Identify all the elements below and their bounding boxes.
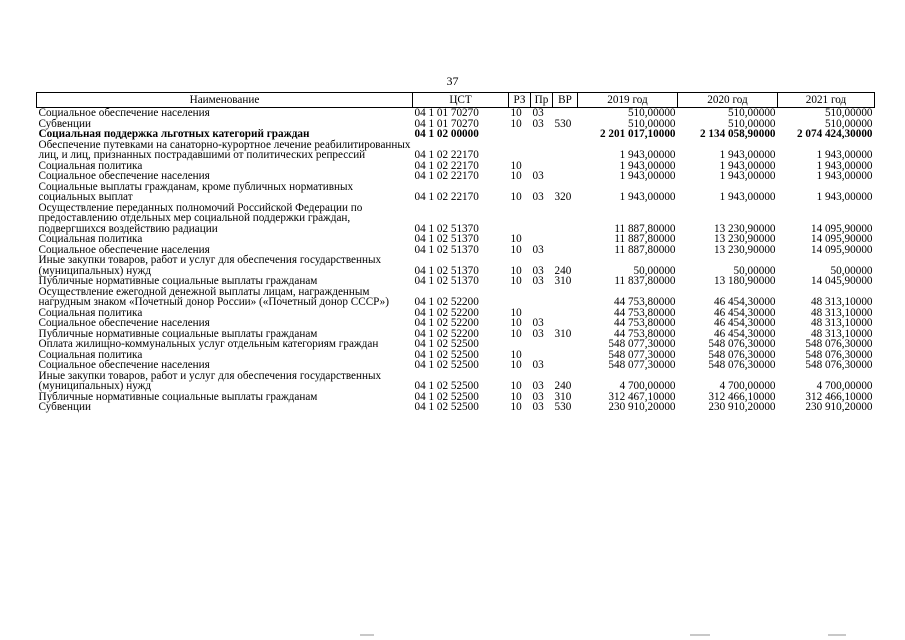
cell-pr: 03 — [532, 243, 544, 256]
cell-2020: 50,00000 — [733, 264, 776, 277]
cell-vr: 320 — [554, 191, 572, 203]
cell-2021: 548 076,30000 — [805, 338, 873, 350]
cell-name: Социальная политика — [38, 233, 143, 245]
cell-name: Публичные нормативные социальные выплаты гражданам — [38, 390, 318, 403]
cell-2021: 230 910,20000 — [805, 401, 873, 413]
cell-2021: 14 095,90000 — [810, 222, 873, 235]
cell-2019: 1 943,00000 — [619, 159, 676, 172]
cell-pr — [531, 339, 553, 350]
budget-table — [36, 92, 875, 413]
cell-rz: 10 — [510, 327, 522, 340]
cell-2020: 46 454,30000 — [713, 327, 776, 340]
header-pr: Пр — [531, 93, 553, 108]
cell-2021: 2 074 424,30000 — [796, 128, 873, 140]
header-cst: ЦСТ — [413, 93, 509, 108]
cell-rz — [509, 287, 531, 308]
cell-cst: 04 1 02 52200 — [414, 296, 479, 308]
cell-rz: 10 — [510, 380, 522, 392]
cell-2021: 48 313,10000 — [810, 317, 873, 329]
cell-cst: 04 1 02 00000 — [414, 128, 479, 140]
cell-pr — [531, 234, 553, 245]
table-row — [37, 140, 875, 161]
cell-name: Социальное обеспечение населения — [38, 243, 210, 256]
cell-rz: 10 — [510, 401, 522, 413]
cell-cst: 04 1 02 52200 — [414, 306, 479, 319]
cell-vr — [553, 108, 578, 119]
cell-2019: 44 753,80000 — [613, 327, 676, 340]
cell-rz — [509, 140, 531, 161]
cell-2019: 44 753,80000 — [613, 296, 676, 308]
cell-2021: 510,00000 — [824, 117, 873, 130]
cell-vr — [553, 140, 578, 161]
cell-name: Осуществление переданных полномочий Российской Федерации по предоставлению отдельных мер социальной поддержки граждан, подвергшихся воздействию радиации — [38, 201, 363, 235]
header-2021: 2021 год — [778, 93, 875, 108]
table-row — [37, 371, 875, 392]
table-row — [37, 234, 875, 245]
cell-2020: 230 910,20000 — [708, 401, 776, 413]
cell-name: Социальная политика — [38, 159, 143, 172]
table-row — [37, 339, 875, 350]
cell-name: Социальное обеспечение населения — [38, 317, 210, 329]
cell-vr — [553, 308, 578, 319]
cell-pr — [531, 140, 553, 161]
cell-2019: 1 943,00000 — [619, 149, 676, 161]
cell-2020: 510,00000 — [727, 107, 776, 119]
cell-vr — [553, 287, 578, 308]
table-row — [37, 129, 875, 140]
cell-2020: 1 943,00000 — [719, 159, 776, 172]
cell-2021: 312 466,10000 — [805, 390, 873, 403]
cell-2021: 548 076,30000 — [805, 348, 873, 361]
table-row — [37, 318, 875, 329]
cell-2019: 4 700,00000 — [619, 380, 676, 392]
page-number: 37 — [446, 74, 459, 88]
cell-2021: 1 943,00000 — [816, 191, 873, 203]
cell-name: Социальная политика — [38, 348, 143, 361]
cell-pr: 03 — [532, 390, 544, 403]
cell-rz: 10 — [510, 317, 522, 329]
cell-vr — [553, 318, 578, 329]
cell-vr — [553, 245, 578, 256]
cell-2019: 1 943,00000 — [619, 191, 676, 203]
cell-2021: 48 313,10000 — [810, 296, 873, 308]
cell-vr: 310 — [554, 275, 572, 287]
cell-rz: 10 — [510, 243, 522, 256]
cell-vr: 240 — [554, 380, 572, 392]
cell-2020: 46 454,30000 — [713, 296, 776, 308]
cell-name: Публичные нормативные социальные выплаты гражданам — [38, 327, 318, 340]
cell-pr: 03 — [532, 327, 544, 340]
cell-2019: 510,00000 — [627, 107, 676, 119]
cell-2021: 1 943,00000 — [816, 170, 873, 182]
cell-2020: 13 230,90000 — [713, 222, 776, 235]
cell-2020: 2 134 058,90000 — [699, 128, 776, 140]
cell-pr: 03 — [532, 275, 544, 287]
cell-vr — [553, 161, 578, 172]
cell-cst: 04 1 02 52500 — [414, 348, 479, 361]
cell-name: Осуществление ежегодной денежной выплаты лицам, награжденным нагрудным знаком «Почетный донор России» («Почетный донор СССР») — [38, 285, 389, 308]
cell-2019: 312 467,10000 — [608, 390, 676, 403]
cell-cst: 04 1 02 22170 — [414, 170, 479, 182]
cell-rz: 10 — [510, 359, 522, 371]
cell-rz: 10 — [510, 107, 522, 119]
cell-pr: 03 — [532, 170, 544, 182]
cell-2021: 48 313,10000 — [810, 327, 873, 340]
cell-rz — [509, 339, 531, 350]
cell-cst: 04 1 01 70270 — [414, 117, 479, 130]
cell-cst: 04 1 02 52200 — [414, 317, 479, 329]
cell-vr: 530 — [554, 117, 572, 130]
cell-vr — [553, 129, 578, 140]
header-rz: РЗ — [509, 93, 531, 108]
cell-vr: 530 — [554, 401, 572, 413]
header-name: Наименование — [37, 93, 413, 108]
cell-name: Субвенции — [38, 117, 91, 130]
cell-2019: 2 201 017,10000 — [599, 128, 676, 140]
cell-name: Субвенции — [38, 401, 91, 413]
cell-2020: 312 466,10000 — [708, 390, 776, 403]
cell-name: Иные закупки товаров, работ и услуг для обеспечения государственных (муниципальных) нужд — [38, 254, 382, 277]
cell-rz: 10 — [510, 117, 522, 130]
cell-2021: 14 095,90000 — [810, 243, 873, 256]
cell-rz: 10 — [510, 233, 522, 245]
cell-vr — [553, 350, 578, 361]
scan-artifact — [360, 634, 374, 636]
scan-artifact — [690, 634, 710, 636]
cell-2021: 548 076,30000 — [805, 359, 873, 371]
cell-2020: 46 454,30000 — [713, 306, 776, 319]
cell-2019: 1 943,00000 — [619, 170, 676, 182]
cell-vr — [553, 339, 578, 350]
table-row — [37, 108, 875, 119]
cell-cst: 04 1 02 22170 — [414, 149, 479, 161]
table-row — [37, 171, 875, 182]
cell-pr: 03 — [532, 380, 544, 392]
cell-pr: 03 — [532, 191, 544, 203]
cell-2021: 48 313,10000 — [810, 306, 873, 319]
cell-cst: 04 1 02 51370 — [414, 233, 479, 245]
table-row — [37, 182, 875, 203]
cell-2019: 548 077,30000 — [608, 338, 676, 350]
cell-rz: 10 — [510, 159, 522, 172]
table-row — [37, 276, 875, 287]
cell-rz: 10 — [510, 170, 522, 182]
cell-rz — [509, 129, 531, 140]
cell-2020: 548 076,30000 — [708, 348, 776, 361]
cell-rz: 10 — [510, 191, 522, 203]
cell-2020: 4 700,00000 — [719, 380, 776, 392]
cell-2021: 1 943,00000 — [816, 159, 873, 172]
cell-rz: 10 — [510, 306, 522, 319]
cell-name: Оплата жилищно-коммунальных услуг отдельным категориям граждан — [38, 338, 379, 350]
scan-artifact — [828, 634, 846, 636]
cell-2020: 1 943,00000 — [719, 191, 776, 203]
cell-rz — [509, 203, 531, 235]
cell-2019: 510,00000 — [627, 117, 676, 130]
cell-vr — [553, 171, 578, 182]
table-header-row — [37, 93, 875, 108]
cell-2020: 1 943,00000 — [719, 170, 776, 182]
cell-rz: 10 — [510, 275, 522, 287]
cell-vr — [553, 203, 578, 235]
cell-2020: 510,00000 — [727, 117, 776, 130]
table-body — [37, 108, 875, 413]
cell-name: Публичные нормативные социальные выплаты гражданам — [38, 275, 318, 287]
cell-2021: 1 943,00000 — [816, 149, 873, 161]
cell-2020: 46 454,30000 — [713, 317, 776, 329]
cell-2019: 11 837,80000 — [614, 275, 676, 287]
cell-pr — [531, 129, 553, 140]
table-row — [37, 360, 875, 371]
cell-2020: 1 943,00000 — [719, 149, 776, 161]
table-row — [37, 203, 875, 235]
cell-vr — [553, 234, 578, 245]
cell-2021: 50,00000 — [830, 264, 873, 277]
header-vr: ВР — [553, 93, 578, 108]
cell-2019: 44 753,80000 — [613, 306, 676, 319]
cell-2019: 44 753,80000 — [613, 317, 676, 329]
cell-vr — [553, 360, 578, 371]
cell-cst: 04 1 02 52500 — [414, 401, 479, 413]
cell-pr: 03 — [532, 264, 544, 277]
cell-vr: 240 — [554, 264, 572, 277]
cell-cst: 04 1 02 51370 — [414, 275, 479, 287]
cell-2019: 50,00000 — [633, 264, 676, 277]
cell-name: Социальное обеспечение населения — [38, 170, 210, 182]
cell-rz: 10 — [510, 348, 522, 361]
cell-cst: 04 1 01 70270 — [414, 107, 479, 119]
cell-cst: 04 1 02 51370 — [414, 243, 479, 256]
cell-cst: 04 1 02 22170 — [414, 191, 479, 203]
cell-pr: 03 — [532, 107, 544, 119]
table-row — [37, 255, 875, 276]
cell-2021: 4 700,00000 — [816, 380, 873, 392]
cell-2019: 230 910,20000 — [608, 401, 676, 413]
cell-cst: 04 1 02 51370 — [414, 264, 479, 277]
cell-2019: 11 887,80000 — [614, 233, 676, 245]
header-2020: 2020 год — [678, 93, 778, 108]
cell-name: Социальное обеспечение населения — [38, 359, 210, 371]
cell-name: Социальная поддержка льготных категорий граждан — [38, 128, 310, 140]
cell-2020: 13 230,90000 — [713, 233, 776, 245]
cell-name: Социальное обеспечение населения — [38, 107, 210, 119]
cell-2019: 11 887,80000 — [614, 222, 676, 235]
cell-2021: 14 045,90000 — [810, 275, 873, 287]
cell-pr: 03 — [532, 359, 544, 371]
cell-2020: 548 076,30000 — [708, 338, 776, 350]
cell-cst: 04 1 02 52500 — [414, 390, 479, 403]
cell-cst: 04 1 02 52200 — [414, 327, 479, 340]
cell-cst: 04 1 02 52500 — [414, 359, 479, 371]
cell-2019: 548 077,30000 — [608, 348, 676, 361]
cell-2019: 11 887,80000 — [614, 243, 676, 256]
cell-name: Социальная политика — [38, 306, 143, 319]
cell-vr: 310 — [554, 327, 572, 340]
cell-pr — [531, 287, 553, 308]
cell-2020: 13 180,90000 — [713, 275, 776, 287]
cell-rz: 10 — [510, 390, 522, 403]
cell-name: Иные закупки товаров, работ и услуг для обеспечения государственных (муниципальных) нужд — [38, 369, 382, 392]
cell-vr: 310 — [554, 390, 572, 403]
cell-pr — [531, 203, 553, 235]
table-row — [37, 402, 875, 413]
cell-pr: 03 — [532, 317, 544, 329]
cell-2021: 14 095,90000 — [810, 233, 873, 245]
cell-cst: 04 1 02 52500 — [414, 380, 479, 392]
cell-2021: 510,00000 — [824, 107, 873, 119]
cell-2020: 548 076,30000 — [708, 359, 776, 371]
header-2019: 2019 год — [578, 93, 678, 108]
cell-pr: 03 — [532, 117, 544, 130]
cell-name: Социальные выплаты гражданам, кроме публичных нормативных социальных выплат — [38, 180, 354, 203]
cell-2020: 13 230,90000 — [713, 243, 776, 256]
cell-name: Обеспечение путевками на санаторно-курортное лечение реабилитированных лиц, и лиц, признанных пострадавшими от политических репрессий — [38, 138, 411, 161]
cell-2019: 548 077,30000 — [608, 359, 676, 371]
table-row — [37, 287, 875, 308]
cell-cst: 04 1 02 22170 — [414, 159, 479, 172]
cell-rz: 10 — [510, 264, 522, 277]
cell-cst: 04 1 02 51370 — [414, 222, 479, 235]
cell-cst: 04 1 02 52500 — [414, 338, 479, 350]
cell-pr: 03 — [532, 401, 544, 413]
